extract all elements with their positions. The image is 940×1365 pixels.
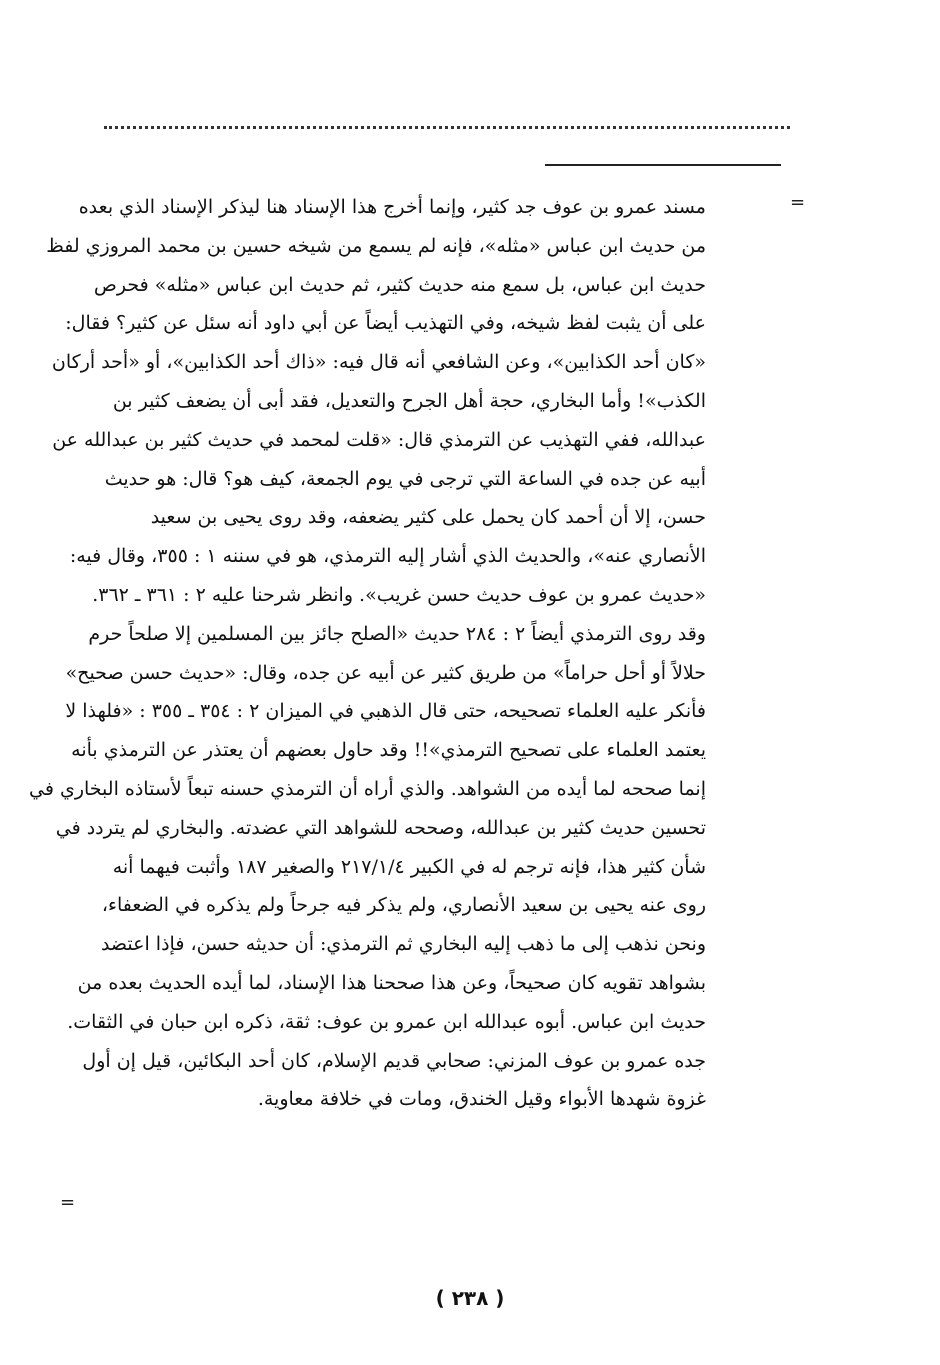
text-line: بشواهد تقويه كان صحيحاً، وعن هذا صححنا هذا الإسناد، لما أيده الحديث بعده من [77,971,706,994]
text-line: جده عمرو بن عوف المزني: صحابي قديم الإسلام، كان أحد البكائين، قيل إن أول [82,1049,706,1072]
continuation-mark-bottom: = [60,1192,76,1213]
text-line: ونحن نذهب إلى ما ذهب إليه البخاري ثم الترمذي: أن حديثه حسن، فإذا اعتضد [100,933,706,956]
text-line: حديث ابن عباس. أبوه عبدالله ابن عمرو بن عوف: ثقة، ذكره ابن حبان في الثقات. [67,1010,706,1033]
text-line: إنما صححه لما أيده من الشواهد. والذي أراه أن الترمذي حسنه تبعاً لأستاذه البخاري في [28,777,706,800]
text-line: الأنصاري عنه»، والحديث الذي أشار إليه الترمذي، هو في سننه ١ : ٣٥٥، وقال فيه: [69,545,706,568]
text-line: فأنكر عليه العلماء تصحيحه، حتى قال الذهبي في الميزان ٢ : ٣٥٤ ـ ٣٥٥ : «فلهذا لا [65,700,706,723]
text-line: أبيه عن جده في الساعة التي ترجى في يوم الجمعة، كيف هو؟ قال: هو حديث [104,467,706,490]
text-line: حسن، إلا أن أحمد كان يحمل على كثير يضعفه، وقد روى يحيى بن سعيد [150,506,706,529]
text-line: يعتمد العلماء على تصحيح الترمذي»!! وقد حاول بعضهم أن يعتذر عن الترمذي بأنه [71,739,706,762]
page-number: ( ٢٣٨ ) [435,1286,505,1310]
text-line: عبدالله، ففي التهذيب عن الترمذي قال: «قلت لمحمد في حديث كثير بن عبدالله عن [52,428,706,451]
text-line: وقد روى الترمذي أيضاً ٢ : ٢٨٤ حديث «الصلح جائز بين المسلمين إلا صلحاً حرم [88,622,706,645]
text-line: غزوة شهدها الأبواء وقيل الخندق، ومات في خلافة معاوية. [257,1088,706,1111]
text-line: روى عنه يحيى بن سعيد الأنصاري، ولم يذكر فيه جرحاً ولم يذكره في الضعفاء، [101,894,706,917]
text-line: تحسين حديث كثير بن عبدالله، وصححه للشواهد التي عضدته. والبخاري لم يتردد في [55,816,706,839]
text-line: «كان أحد الكذابين»، وعن الشافعي أنه قال فيه: «ذاك أحد الكذابين»، أو «أحد أركان [51,351,706,374]
dotted-separator [104,126,790,129]
footnote-text [28,188,706,1119]
text-line: مسند عمرو بن عوف جد كثير، وإنما أخرج هذا الإسناد هنا ليذكر الإسناد الذي بعده [78,196,706,218]
text-line: «حديث عمرو بن عوف حديث حسن غريب». وانظر شرحنا عليه ٢ : ٣٦١ ـ ٣٦٢. [92,583,706,606]
text-line: حديث ابن عباس، بل سمع منه حديث كثير، ثم حديث ابن عباس «مثله» فحرص [93,273,706,296]
text-line: على أن يثبت لفظ شيخه، وفي التهذيب أيضاً عن أبي داود أنه سئل عن كثير؟ فقال: [65,312,706,335]
footnote-rule [545,164,781,166]
text-line: من حديث ابن عباس «مثله»، فإنه لم يسمع من شيخه حسين بن محمد المروزي لفظ [46,234,706,257]
text-line: حلالاً أو أحل حراماً» من طريق كثير عن أبيه عن جده، وقال: «حديث حسن صحيح» [65,661,706,684]
text-line: الكذب»! وأما البخاري، حجة أهل الجرح والتعديل، فقد أبى أن يضعف كثير بن [112,389,706,412]
text-line: شأن كثير هذا، فإنه ترجم له في الكبير ٢١٧/١/٤ والصغير ١٨٧ وأثبت فيهما أنه [112,855,706,878]
continuation-mark-top: = [790,192,806,213]
